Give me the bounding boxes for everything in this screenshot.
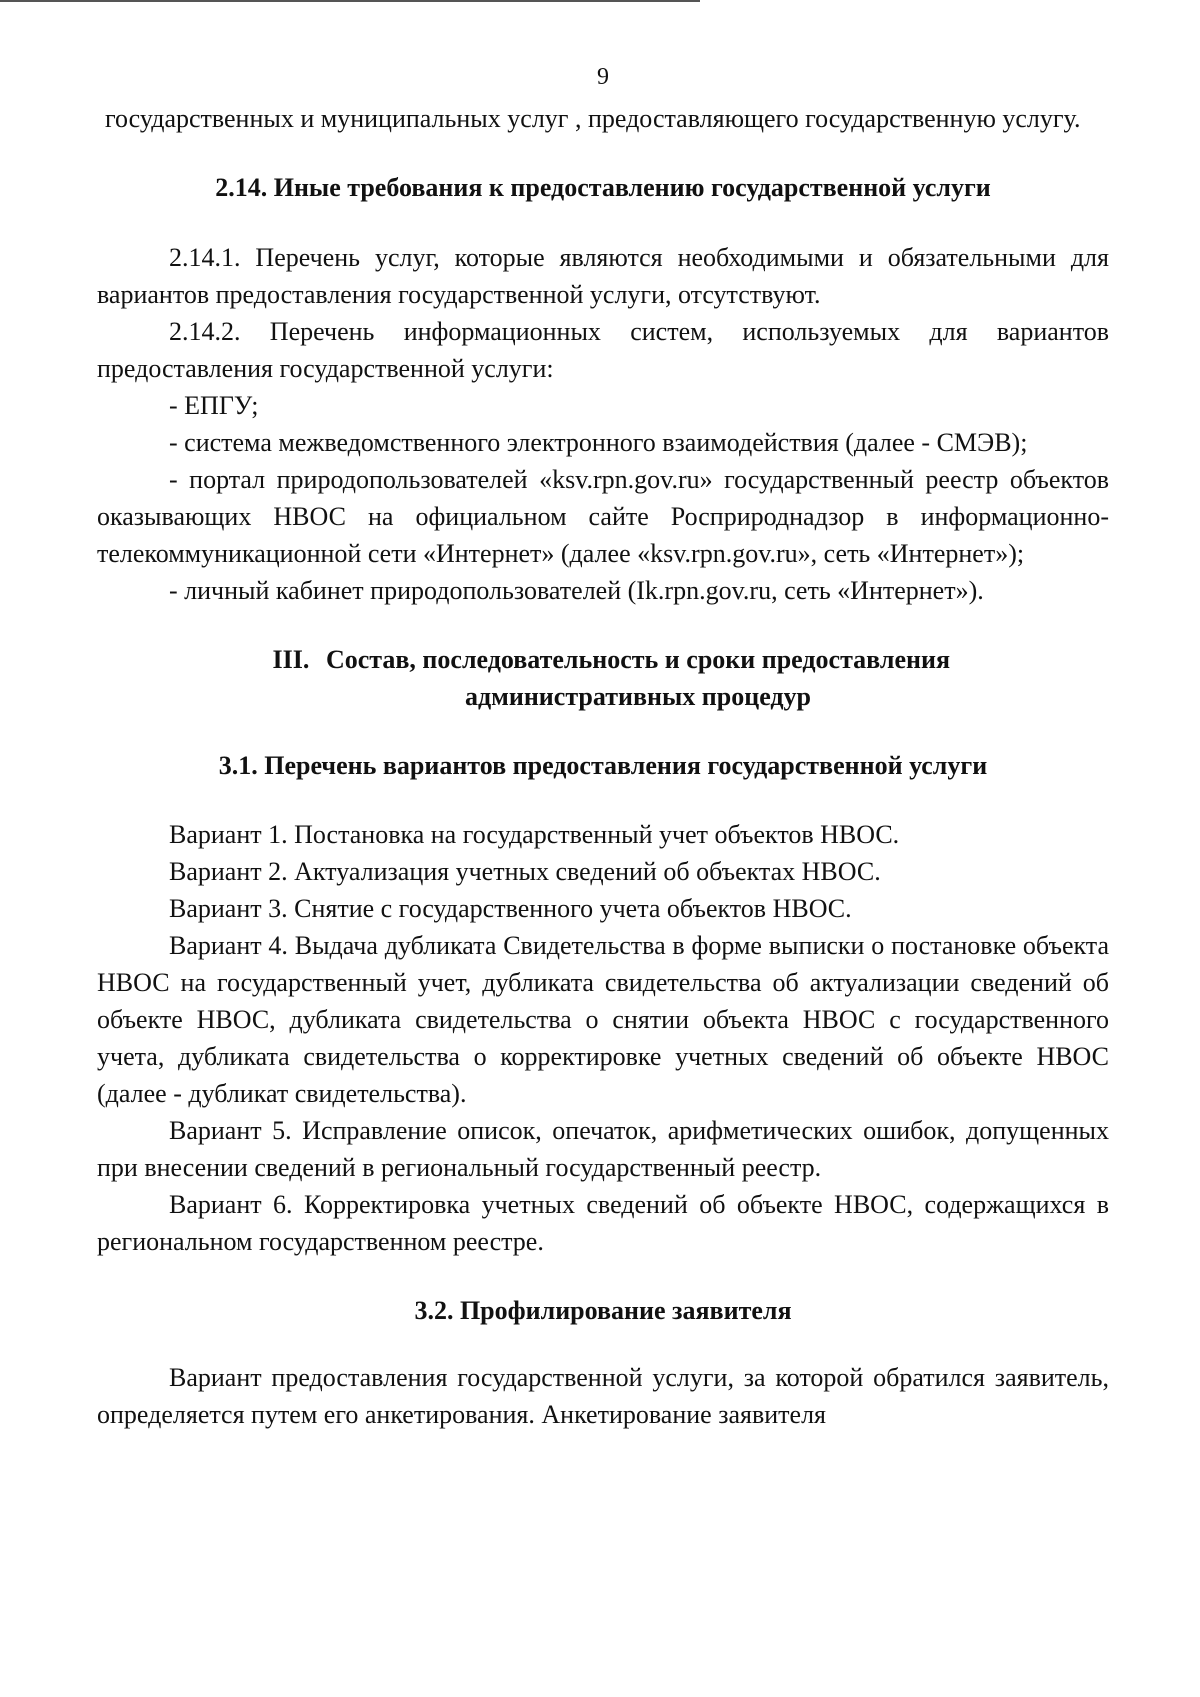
- section-2-14-1-paragraph: 2.14.1. Перечень услуг, которые являются необходимыми и обязательными для вариантов предоставления государственной услуги, отсутствуют.: [97, 243, 1109, 309]
- section-3-heading-line1: Состав, последовательность и сроки предоставления: [325, 645, 951, 674]
- intro-paragraph: государственных и муниципальных услуг , предоставляющего государственную услугу.: [105, 104, 1081, 133]
- document-page: [97, 62, 1109, 1433]
- top-rule: [0, 0, 700, 2]
- section-2-14-2-paragraph: 2.14.2. Перечень информационных систем, используемых для вариантов предоставления государственной услуги:: [97, 317, 1109, 383]
- section-2-14-heading: 2.14. Иные требования к предоставлению государственной услуги: [215, 173, 991, 202]
- variant-item: Вариант 5. Исправление описок, опечаток, арифметических ошибок, допущенных при внесении сведений в региональный государственный реестр.: [97, 1116, 1109, 1182]
- list-item: - ЕПГУ;: [169, 391, 259, 420]
- section-3-numeral: III.: [272, 645, 310, 674]
- variant-item: Вариант 6. Корректировка учетных сведений об объекте НВОС, содержащихся в региональном государственном реестре.: [97, 1190, 1109, 1256]
- variant-item: Вариант 4. Выдача дубликата Свидетельства в форме выписки о постановке объекта НВОС на государственный учет, дубликата свидетельства об актуализации сведений об объекте НВОС, дубликата свидетельства о снятии объекта НВОС с государственного учета, дубликата свидетельства о корректировке учетных сведений об объекте НВОС (далее - дубликат свидетельства).: [97, 931, 1109, 1108]
- section-3-heading-line2: административных процедур: [464, 682, 812, 711]
- section-3-2-paragraph: Вариант предоставления государственной услуги, за которой обратился заявитель, определяется путем его анкетирования. Анкетирование заявителя: [97, 1363, 1109, 1429]
- variant-item: Вариант 1. Постановка на государственный учет объектов НВОС.: [169, 820, 900, 849]
- variant-item: Вариант 3. Снятие с государственного учета объектов НВОС.: [169, 894, 852, 923]
- page-number: 9: [597, 64, 609, 90]
- section-3-2-heading: 3.2. Профилирование заявителя: [414, 1296, 792, 1325]
- section-3-heading: [97, 641, 1109, 715]
- list-item: - личный кабинет природопользователей (Ik.rpn.gov.ru, сеть «Интернет»).: [169, 576, 984, 605]
- list-item: - система межведомственного электронного взаимодействия (далее - СМЭВ);: [169, 428, 1028, 457]
- section-3-1-heading: 3.1. Перечень вариантов предоставления государственной услуги: [218, 751, 988, 780]
- variant-item: Вариант 2. Актуализация учетных сведений об объектах НВОС.: [169, 857, 881, 886]
- list-item: - портал природопользователей «ksv.rpn.gov.ru» государственный реестр объектов оказывающих НВОС на официальном сайте Росприроднадзор в информационно-телекоммуникационной сети «Интернет» (далее «ksv.rpn.gov.ru», сеть «Интернет»);: [97, 465, 1109, 568]
